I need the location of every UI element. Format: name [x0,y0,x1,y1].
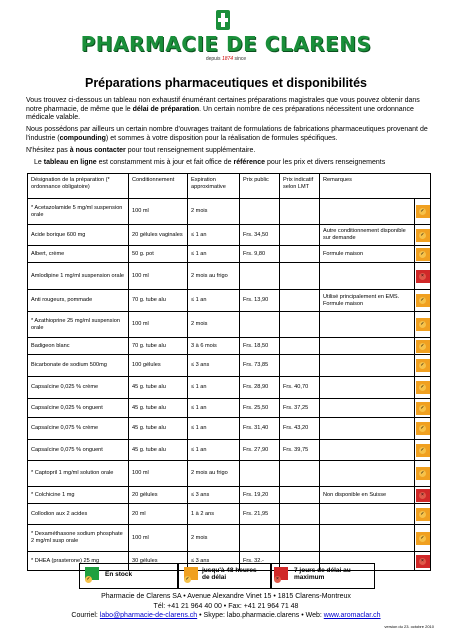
cell-exp: ≤ 3 ans [188,552,240,571]
orange-status-icon: ✓ [416,359,430,372]
cell-remark: Formule maison [320,246,415,263]
red-status-icon: × [274,567,288,580]
table-row [28,355,431,377]
table-row [28,461,431,487]
cell-pack: 45 g. tube alu [129,440,188,461]
cell-remark [320,418,415,440]
table-header-row [28,174,431,199]
table-row [28,399,431,418]
status-cell [415,525,431,552]
cell-pack: 30 gélules [129,552,188,571]
cell-lmt: Frs. 37,25 [280,399,320,418]
cell-name: Acide borique 600 mg [28,225,129,246]
orange-status-icon: ✓ [416,532,430,545]
cell-remark [320,504,415,525]
cell-pack: 20 ml [129,504,188,525]
legend-7days-label: 7 jours de délai au maximum [294,567,351,581]
cell-lmt [280,338,320,355]
cell-pack: 100 ml [129,263,188,290]
cell-remark: Non disponible en Suisse [320,487,415,504]
cell-name: * DHEA (prasterone) 25 mg [28,552,129,571]
cell-lmt [280,199,320,225]
status-cell [415,399,431,418]
orange-status-icon: ✓ [416,340,430,353]
cell-lmt [280,487,320,504]
cell-exp: ≤ 1 an [188,440,240,461]
table-header-cell: Remarques [320,174,431,199]
cell-remark [320,440,415,461]
cell-lmt [280,225,320,246]
orange-status-icon: ✓ [416,444,430,457]
cell-exp: ≤ 1 an [188,225,240,246]
cell-lmt [280,525,320,552]
cell-lmt [280,355,320,377]
orange-status-icon: ✓ [416,318,430,331]
cell-price [240,312,280,338]
cell-pack: 100 ml [129,525,188,552]
cell-lmt: Frs. 39,75 [280,440,320,461]
legend-48h-label: jusqu'à 48 heures de délai [202,567,257,581]
cell-pack: 100 ml [129,199,188,225]
cell-remark: Autre conditionnement disponible sur demande [320,225,415,246]
cell-pack: 100 gélules [129,355,188,377]
footer-contact: Courriel: labo@pharmacie-de-clarens.ch • Skype: labo.pharmacie.clarens • Web: www.aromaclar.ch [71,612,381,619]
status-cell [415,377,431,399]
cell-pack: 45 g. tube alu [129,418,188,440]
status-cell [415,246,431,263]
pharmacy-cross-icon [216,10,230,30]
status-cell [415,199,431,225]
table-row [28,338,431,355]
table-row [28,263,431,290]
orange-status-icon: ✓ [416,402,430,415]
email-link[interactable]: labo@pharmacie-de-clarens.ch [99,612,198,619]
orange-status-icon: ✓ [416,229,430,242]
cell-pack: 70 g. tube alu [129,338,188,355]
cell-name: Capsaïcine 0,025 % crème [28,377,129,399]
status-cell [415,552,431,571]
cell-price [240,461,280,487]
intro-paragraph-4: Le tableau en ligne est constamment mis à jour et fait office de référence pour les prix et divers renseignements [34,159,386,167]
status-cell [415,487,431,504]
intro-paragraph-2: Nous possédons par ailleurs un certain nombre d'ouvrages traitant de formulations de fabrications pharmaceutiques provenant de l'industrie (compounding) et sommes à votre disposition pour la réalisation de formules spécifiques. [26,126,428,142]
status-cell [415,225,431,246]
cell-exp: ≤ 1 an [188,290,240,312]
cell-exp: 2 mois [188,312,240,338]
cell-exp: ≤ 1 an [188,246,240,263]
table-row [28,246,431,263]
table-row [28,440,431,461]
cell-pack: 50 g. pot [129,246,188,263]
intro-paragraph-1: Vous trouvez ci-dessous un tableau non exhaustif énumérant certaines préparations magistrales que vous pouvez obtenir dans notre pharmacie, de même que le délai de préparation. Un certain nombre de ces préparations nécessitent une ordonnance médicale valable. [26,97,420,122]
table-row [28,225,431,246]
cell-exp: 2 mois [188,199,240,225]
cell-remark [320,461,415,487]
preparations-table [27,173,431,571]
cell-name: Anti rougeurs, pommade [28,290,129,312]
footer-address: Pharmacie de Clarens SA • Avenue Alexandre Vinet 15 • 1815 Clarens-Montreux [101,593,351,600]
table-row [28,487,431,504]
cell-price: Frs. 18,50 [240,338,280,355]
status-cell [415,504,431,525]
red-status-icon: × [416,489,430,502]
cell-remark [320,525,415,552]
status-cell [415,312,431,338]
table-row [28,504,431,525]
intro-paragraph-3: N'hésitez pas à nous contacter pour tout renseignement supplémentaire. [26,146,256,154]
cell-exp: 2 mois [188,525,240,552]
cell-name: Bicarbonate de sodium 500mg [28,355,129,377]
cell-name: Badigeon blanc [28,338,129,355]
cell-name: * Colchicine 1 mg [28,487,129,504]
cell-price: Frs. 34,50 [240,225,280,246]
cell-price: Frs. 27,90 [240,440,280,461]
table-row [28,312,431,338]
table-row [28,525,431,552]
cell-remark [320,399,415,418]
status-cell [415,461,431,487]
cell-exp: ≤ 3 ans [188,355,240,377]
cell-lmt [280,312,320,338]
cell-exp: ≤ 1 an [188,399,240,418]
cell-pack: 45 g. tube alu [129,399,188,418]
cell-exp: 1 à 2 ans [188,504,240,525]
web-link[interactable]: www.aromaclar.ch [323,612,381,619]
legend-48h [180,563,275,585]
legend-in-stock-label: En stock [105,571,133,578]
cell-name: Capsaïcine 0,075 % crème [28,418,129,440]
cell-lmt: Frs. 43,20 [280,418,320,440]
cell-exp: 3 à 6 mois [188,338,240,355]
orange-status-icon: ✓ [416,508,430,521]
red-status-icon: × [416,270,430,283]
cell-remark [320,199,415,225]
footer [0,592,452,621]
cell-lmt [280,246,320,263]
orange-status-icon: ✓ [416,422,430,435]
cell-lmt [280,461,320,487]
green-status-icon: ✓ [85,567,99,580]
cell-exp: ≤ 1 an [188,418,240,440]
cell-name: Albert, crème [28,246,129,263]
table-header-cell: Prix public [240,174,280,199]
cell-exp: 2 mois au frigo [188,263,240,290]
cell-price: Frs. 73,85 [240,355,280,377]
cell-price: Frs. 32.- [240,552,280,571]
cell-name: Amlodipine 1 mg/ml suspension orale [28,263,129,290]
pharmacy-name: PHARMACIE DE CLARENS [80,32,372,56]
page-title: Préparations pharmaceutiques et disponibilités [84,76,367,90]
cell-exp: ≤ 3 ans [188,487,240,504]
cell-lmt: Frs. 40,70 [280,377,320,399]
cell-pack: 70 g. tube alu [129,290,188,312]
orange-status-icon: ✓ [416,248,430,261]
cell-remark [320,263,415,290]
logo-since: since [234,56,247,62]
cell-name: * Acetazolamide 5 mg/ml suspension orale [28,199,129,225]
cell-exp: 2 mois au frigo [188,461,240,487]
cell-remark [320,377,415,399]
cell-price [240,525,280,552]
cell-pack: 45 g. tube alu [129,377,188,399]
cell-name: Capsaïcine 0,025 % onguent [28,399,129,418]
legend-in-stock [79,563,184,585]
cell-remark [320,312,415,338]
footer-phone: Tél: +41 21 964 40 00 • Fax: +41 21 964 71 48 [153,602,299,610]
orange-status-icon: ✓ [184,567,198,580]
cell-price: Frs. 31,40 [240,418,280,440]
cell-pack: 100 ml [129,461,188,487]
cell-lmt [280,290,320,312]
cell-name: * Dexaméthasone sodium phosphate 2 mg/ml susp orale [28,525,129,552]
status-cell [415,440,431,461]
cell-price [240,199,280,225]
pharmacy-logo [0,10,452,68]
status-cell [415,338,431,355]
table-row [28,377,431,399]
orange-status-icon: ✓ [416,205,430,218]
cell-remark: Utilisé principalement en EMS. Formule maison [320,290,415,312]
cell-price: Frs. 13,90 [240,290,280,312]
cell-remark [320,355,415,377]
cell-exp: ≤ 1 an [188,377,240,399]
logo-year: 1874 [221,56,234,62]
orange-status-icon: ✓ [416,381,430,394]
cell-price: Frs. 25,50 [240,399,280,418]
red-status-icon: × [416,555,430,568]
orange-status-icon: ✓ [416,294,430,307]
status-cell [415,418,431,440]
cell-price: Frs. 28,90 [240,377,280,399]
table-row [28,290,431,312]
legend-7days [270,563,378,585]
status-cell [415,263,431,290]
cell-lmt [280,263,320,290]
table-header-cell: Conditionnement [129,174,188,199]
version-note: version du 23. octobre 2010 [384,624,434,629]
cell-pack: 20 gélules vaginales [129,225,188,246]
cell-price: Frs. 19,20 [240,487,280,504]
cell-name: * Azathioprine 25 mg/ml suspension orale [28,312,129,338]
status-cell [415,355,431,377]
cell-pack: 100 ml [129,312,188,338]
cell-remark [320,338,415,355]
status-cell [415,290,431,312]
cell-price: Frs. 21,95 [240,504,280,525]
logo-since-line [0,56,452,62]
cell-price [240,263,280,290]
cell-price: Frs. 9,80 [240,246,280,263]
table-row [28,199,431,225]
table-row [28,418,431,440]
cell-name: Capsaïcine 0,075 % onguent [28,440,129,461]
cell-pack: 20 gélules [129,487,188,504]
table-header-cell: Désignation de la préparation (* ordonnance obligatoire) [28,174,129,199]
table-header-cell: Prix indicatif selon LMT [280,174,320,199]
table-header-cell: Expiration approximative [188,174,240,199]
intro-text [26,97,430,171]
logo-depuis: depuis [205,56,221,62]
cell-name: * Captopril 1 mg/ml solution orale [28,461,129,487]
cell-name: Collodion aux 2 acides [28,504,129,525]
orange-status-icon: ✓ [416,467,430,480]
cell-lmt [280,504,320,525]
